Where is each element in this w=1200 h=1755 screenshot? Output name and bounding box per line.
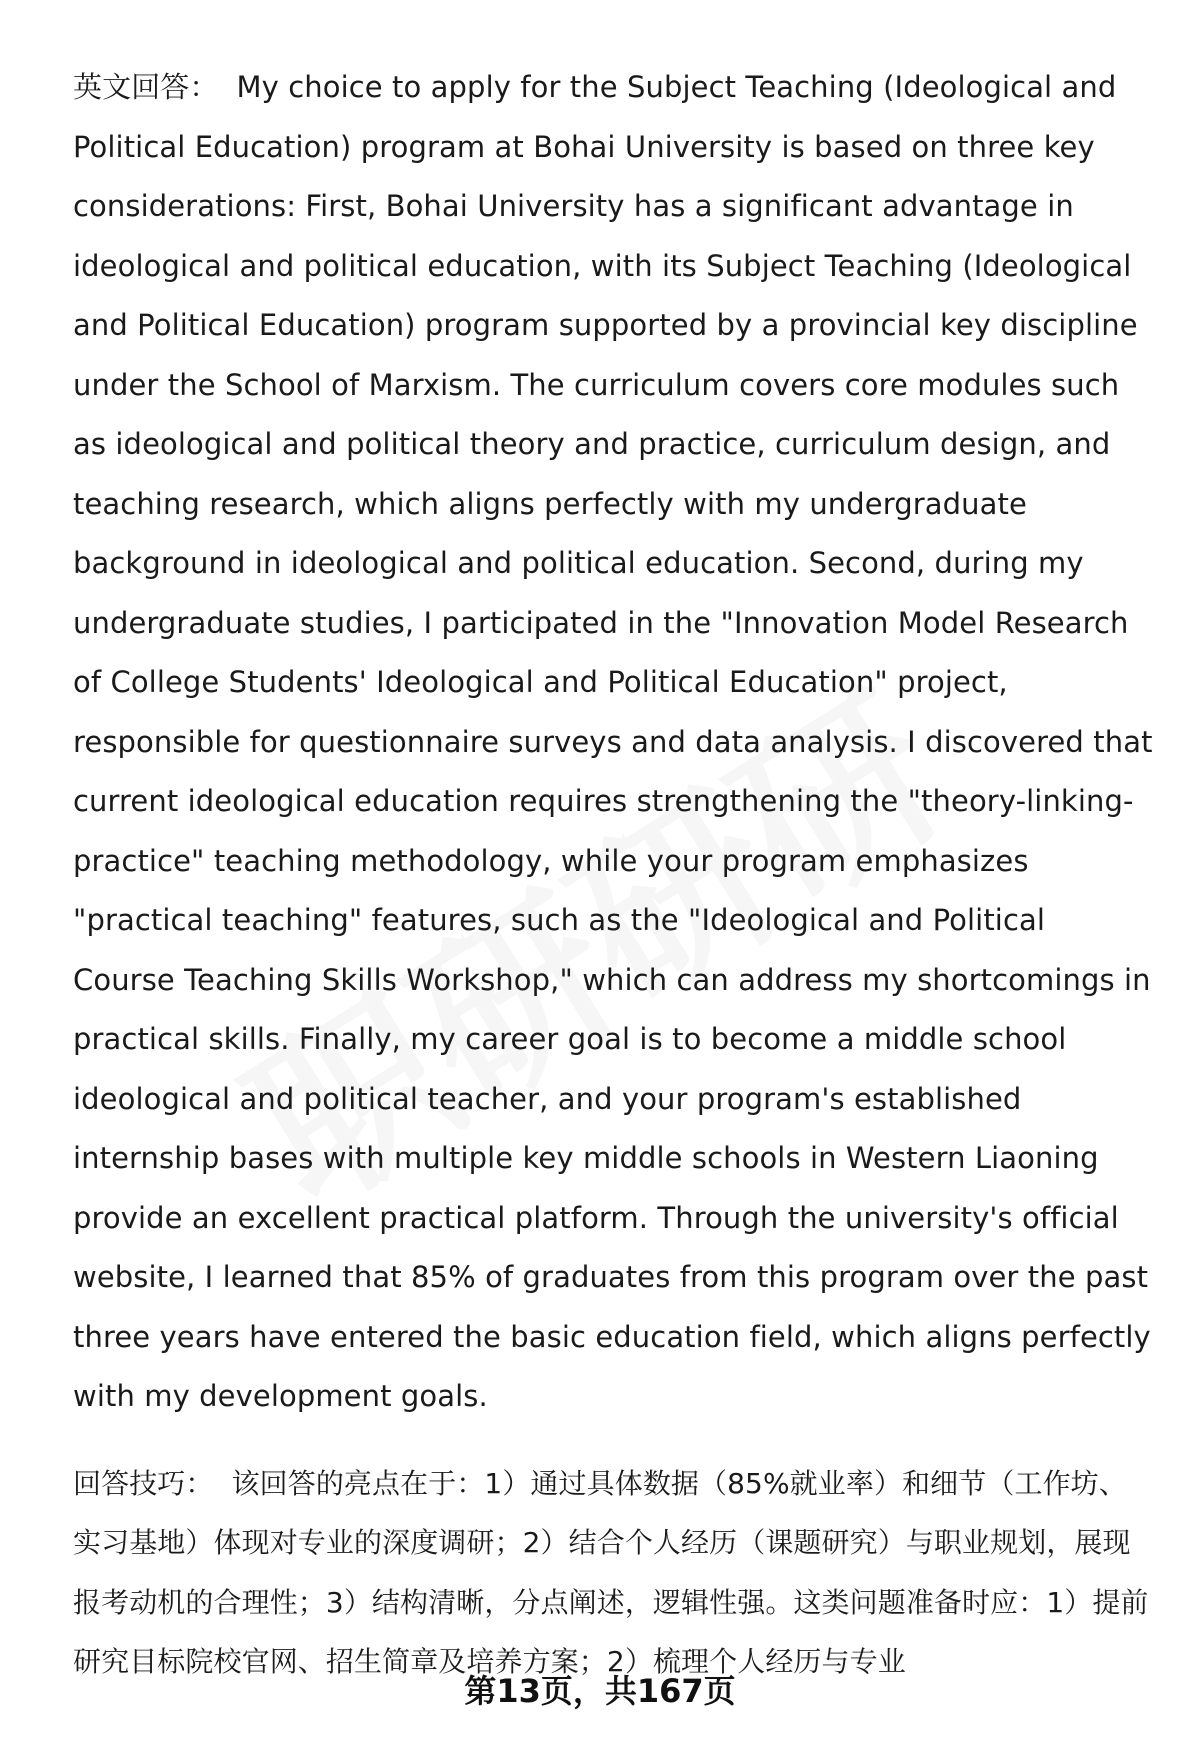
- english-answer-text: My choice to apply for the Subject Teaching (Ideological and Political Education) program at Bohai University is based on three key considerations: First, Bohai University has a significant advantage in ideological and political education, with its Subject Teaching (Ideological and Political Education) program supported by a provincial key discipline under the School of Marxism. The curriculum covers core modules such as ideological and political theory and practice, curriculum design, and teaching research, which aligns perfectly with my undergraduate background in ideological and political education. Second, during my undergraduate studies, I participated in the "Innovation Model Research of College Students' Ideological and Political Education" project, responsible for questionnaire surveys and data analysis. I discovered that current ideological education requires strengthening the "theory-linking-practice" teaching methodology, while your program emphasizes "practical teaching" features, such as the "Ideological and Political Course Teaching Skills Workshop," which can address my shortcomings in practical skills. Finally, my career goal is to become a middle school ideological and political teacher, and your program's established internship bases with multiple key middle schools in Western Liaoning provide an excellent practical platform. Through the university's official website, I learned that 85% of graduates from this program over the past three years have entered the basic education field, which aligns perfectly with my development goals.: [73, 70, 1153, 1413]
- english-answer-paragraph: [73, 58, 1153, 1427]
- content-area: [73, 58, 1153, 1692]
- english-answer-label: 英文回答：: [73, 70, 219, 104]
- answer-tips-label: 回答技巧：: [73, 1466, 214, 1500]
- answer-tips-text: 该回答的亮点在于：1）通过具体数据（85%就业率）和细节（工作坊、实习基地）体现对专业的深度调研；2）结合个人经历（课题研究）与职业规划，展现报考动机的合理性；3）结构清晰，分点阐述，逻辑性强。这类问题准备时应：1）提前研究目标院校官网、招生简章及培养方案；2）梳理个人经历与专业: [73, 1466, 1149, 1678]
- page-number: 第13页，共167页: [464, 1672, 736, 1710]
- answer-tips-paragraph: [73, 1454, 1153, 1692]
